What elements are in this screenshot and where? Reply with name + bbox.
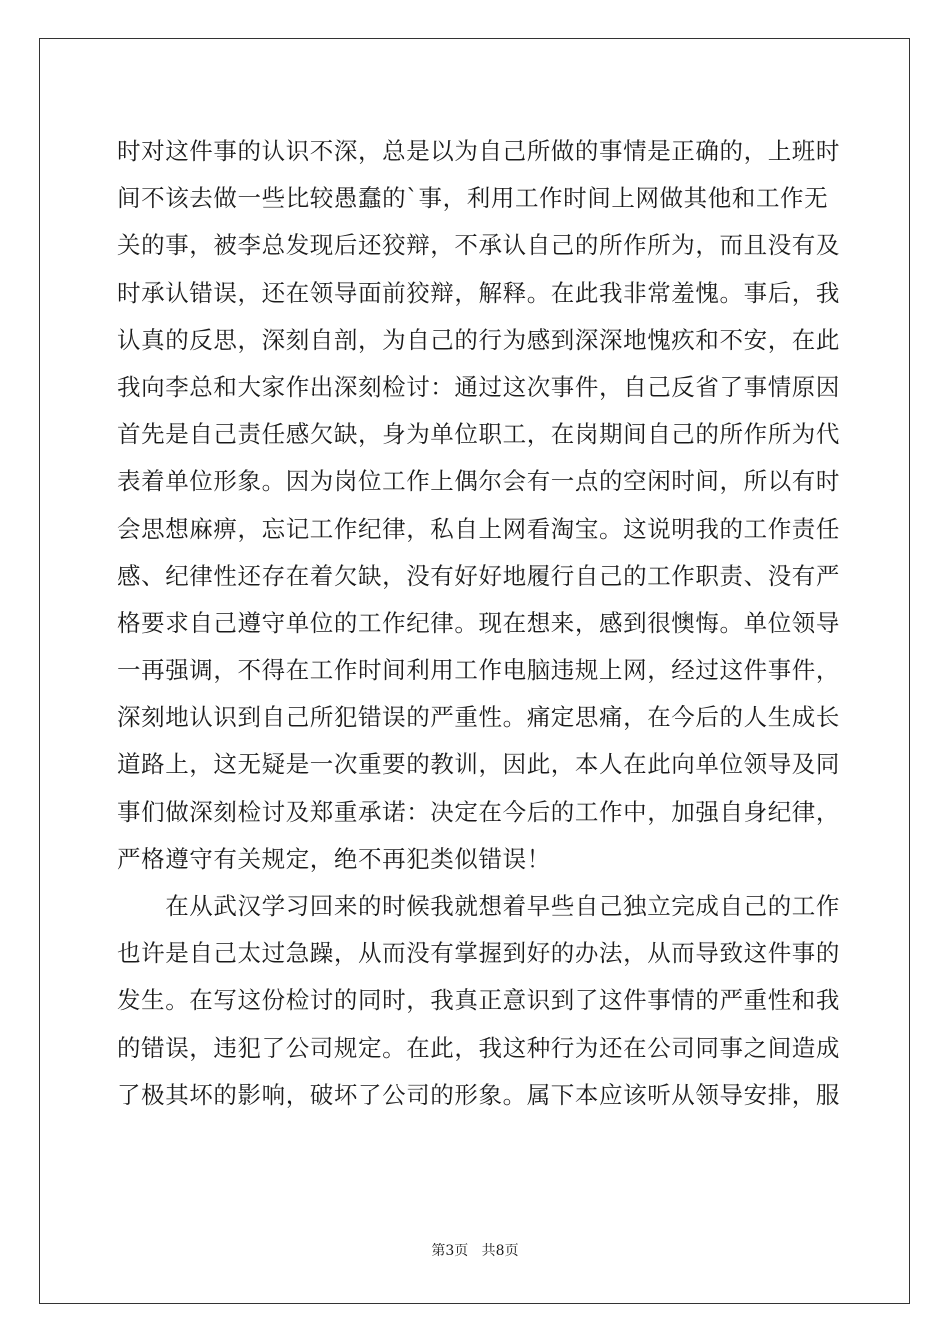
text-line: 发生。在写这份检讨的同时，我真正意识到了这件事情的严重性和我 — [117, 986, 840, 1015]
text-line: 首先是自己责任感欠缺，身为单位职工，在岗期间自己的所作所为代 — [117, 420, 840, 449]
text-line: 认真的反思，深刻自剖，为自己的行为感到深深地愧疚和不安，在此 — [117, 325, 840, 354]
text-line: 关的事，被李总发现后还狡辩，不承认自己的所作所为，而且没有及 — [117, 231, 840, 260]
text-line: 时对这件事的认识不深，总是以为自己所做的事情是正确的，上班时 — [117, 137, 840, 165]
text-line: 了极其坏的影响，破坏了公司的形象。属下本应该听从领导安排，服 — [117, 1080, 840, 1109]
text-line: 时承认错误，还在领导面前狡辩，解释。在此我非常羞愧。事后，我 — [117, 278, 840, 307]
text-line: 事们做深刻检讨及郑重承诺：决定在今后的工作中，加强自身纪律， — [117, 797, 840, 826]
page-total: 共8页 — [481, 1243, 519, 1259]
page-number: 第3页 — [431, 1243, 469, 1259]
text-line: 格要求自己遵守单位的工作纪律。现在想来，感到很懊悔。单位领导 — [117, 608, 840, 637]
text-line: 在从武汉学习回来的时候我就想着早些自己独立完成自己的工作 — [117, 892, 840, 920]
text-line: 的错误，违犯了公司规定。在此，我这种行为还在公司同事之间造成 — [117, 1033, 840, 1062]
text-line: 严格遵守有关规定，绝不再犯类似错误！ — [117, 844, 551, 873]
text-line: 道路上，这无疑是一次重要的教训，因此，本人在此向单位领导及同 — [117, 750, 840, 779]
text-line: 一再强调，不得在工作时间利用工作电脑违规上网，经过这件事件， — [117, 656, 840, 685]
text-line: 会思想麻痹，忘记工作纪律，私自上网看淘宝。这说明我的工作责任 — [117, 514, 840, 543]
text-line: 表着单位形象。因为岗位工作上偶尔会有一点的空闲时间，所以有时 — [117, 467, 840, 496]
text-line: 感、纪律性还存在着欠缺，没有好好地履行自己的工作职责、没有严 — [117, 561, 840, 590]
document-body — [117, 128, 840, 1119]
page-footer — [0, 1240, 950, 1260]
text-line: 间不该去做一些比较愚蠢的`事，利用工作时间上网做其他和工作无 — [117, 184, 829, 213]
text-line: 深刻地认识到自己所犯错误的严重性。痛定思痛，在今后的人生成长 — [117, 703, 840, 732]
text-line: 我向李总和大家作出深刻检讨：通过这次事件，自己反省了事情原因 — [117, 372, 840, 401]
text-line: 也许是自己太过急躁，从而没有掌握到好的办法，从而导致这件事的 — [117, 939, 840, 968]
